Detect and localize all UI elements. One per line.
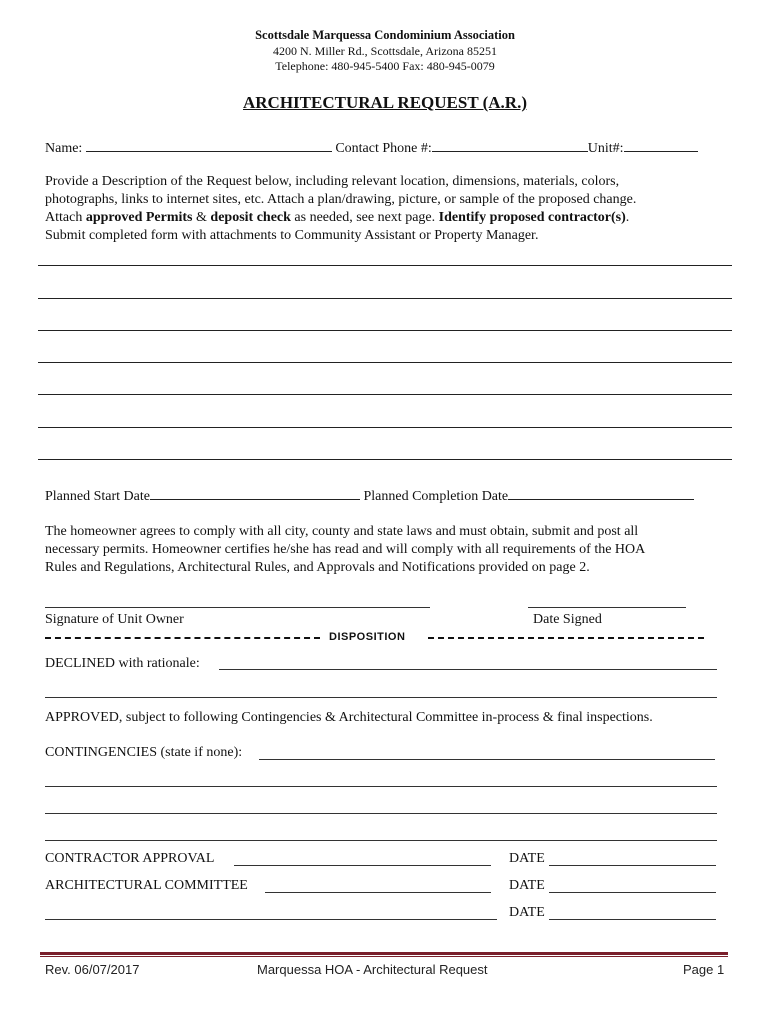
disposition-divider-right — [428, 637, 704, 639]
form-title: ARCHITECTURAL REQUEST (A.R.) — [242, 93, 527, 112]
owner-signature-label: Signature of Unit Owner — [45, 612, 184, 627]
disposition-divider-left — [45, 637, 320, 639]
contractor-approval-field[interactable] — [234, 865, 491, 866]
planned-start-field[interactable] — [150, 487, 360, 500]
additional-date-label: DATE — [509, 905, 545, 920]
date-signed-label: Date Signed — [533, 612, 602, 627]
footer-title: Marquessa HOA - Architectural Request — [257, 962, 488, 977]
footer-rule — [40, 952, 728, 955]
owner-signature-line[interactable] — [45, 607, 430, 608]
description-line-input[interactable] — [38, 427, 732, 428]
additional-date-field[interactable] — [549, 919, 716, 920]
disposition-heading: DISPOSITION — [325, 631, 409, 643]
description-line: Attach approved Permits & deposit check as needed, see next page. Identify proposed contractor(s). — [45, 210, 630, 225]
contact-phone-label: Contact Phone #: — [335, 141, 432, 156]
footer-page-number: Page 1 — [683, 962, 725, 977]
additional-signature-field[interactable] — [45, 919, 497, 920]
agreement-line: necessary permits. Homeowner certifies he/she has read and will comply with all requirements of the HOA — [45, 542, 646, 557]
planned-completion-label: Planned Completion Date — [363, 489, 509, 504]
declined-label: DECLINED with rationale: — [45, 656, 200, 671]
planned-dates-row — [45, 487, 694, 505]
contingencies-field-4[interactable] — [45, 840, 717, 841]
contractor-approval-label: CONTRACTOR APPROVAL — [45, 851, 215, 866]
description-line-input[interactable] — [38, 330, 732, 331]
architectural-committee-label: ARCHITECTURAL COMMITTEE — [45, 878, 248, 893]
unit-field[interactable] — [624, 139, 698, 152]
approved-permits-text: approved Permits — [85, 210, 193, 225]
description-paragraph — [45, 173, 735, 245]
contingencies-label: CONTINGENCIES (state if none): — [45, 745, 243, 760]
committee-date-field[interactable] — [549, 892, 716, 893]
name-label: Name: — [45, 141, 83, 156]
description-line-input[interactable] — [38, 394, 732, 395]
footer-rule-thin — [40, 956, 728, 957]
architectural-committee-field[interactable] — [265, 892, 491, 893]
agreement-line: The homeowner agrees to comply with all city, county and state laws and must obtain, submit and post all — [45, 524, 639, 539]
description-line-input[interactable] — [38, 265, 732, 266]
declined-rationale-field[interactable] — [219, 669, 717, 670]
footer-revision: Rev. 06/07/2017 — [45, 962, 140, 977]
description-line: Submit completed form with attachments to Community Assistant or Property Manager. — [45, 228, 539, 243]
contractor-date-label: DATE — [509, 851, 545, 866]
contact-phone-field[interactable] — [432, 139, 588, 152]
planned-completion-field[interactable] — [508, 487, 694, 500]
committee-date-label: DATE — [509, 878, 545, 893]
unit-label: Unit#: — [587, 141, 624, 156]
identify-contractor-text: Identify proposed contractor(s) — [438, 210, 626, 225]
agreement-paragraph — [45, 523, 735, 577]
name-row — [45, 139, 698, 157]
contingencies-field-2[interactable] — [45, 786, 717, 787]
planned-start-label: Planned Start Date — [45, 489, 150, 504]
description-line: Provide a Description of the Request below, including relevant location, dimensions, materials, colors, — [45, 174, 620, 189]
contingencies-field-3[interactable] — [45, 813, 717, 814]
name-field[interactable] — [86, 139, 332, 152]
contractor-date-field[interactable] — [549, 865, 716, 866]
declined-rationale-field-2[interactable] — [45, 697, 717, 698]
description-line-input[interactable] — [38, 298, 732, 299]
org-phone-fax: Telephone: 480-945-5400 Fax: 480-945-0079 — [275, 59, 495, 73]
deposit-check-text: deposit check — [210, 210, 291, 225]
org-name: Scottsdale Marquessa Condominium Association — [255, 28, 515, 42]
description-line-input[interactable] — [38, 459, 732, 460]
agreement-line: Rules and Regulations, Architectural Rules, and Approvals and Notifications provided on page 2. — [45, 560, 590, 575]
approved-text: APPROVED, subject to following Contingencies & Architectural Committee in-process & final inspections. — [45, 710, 653, 725]
contingencies-field[interactable] — [259, 759, 715, 760]
org-address: 4200 N. Miller Rd., Scottsdale, Arizona 85251 — [273, 44, 497, 58]
date-signed-line[interactable] — [528, 607, 686, 608]
description-line: photographs, links to internet sites, etc. Attach a plan/drawing, picture, or sample of the proposed change. — [45, 192, 637, 207]
description-line-input[interactable] — [38, 362, 732, 363]
